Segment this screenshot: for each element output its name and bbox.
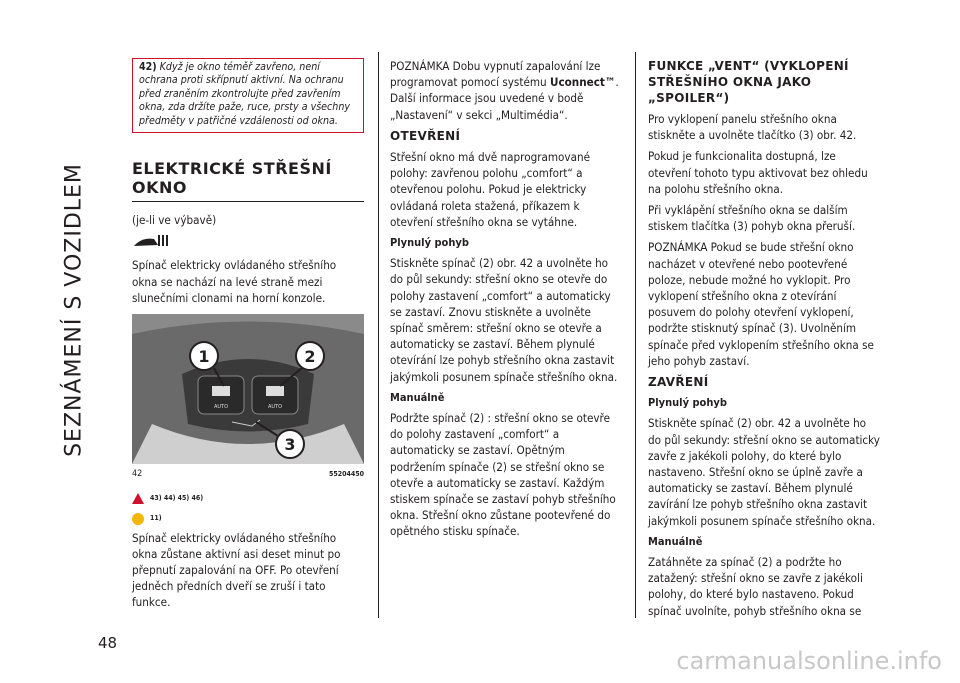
note-prefix: POZNÁMKA Dobu vypnutí zapalování lze programovat pomocí systému [390, 59, 601, 90]
switch-label: AUTO [267, 404, 283, 411]
heading-open: OTEVŘENÍ [390, 128, 461, 143]
warning-ref-numbers: 43) 44) 45) 46) [150, 494, 204, 503]
paragraph: Pro vyklopení panelu střešního okna stiskněte a uvolněte tlačítko (3) obr. 42. [648, 112, 857, 143]
switch-label: AUTO [213, 404, 229, 411]
chapter-title-text: SEZNÁMENÍ S VOZIDLEM [61, 163, 87, 457]
chapter-side-title [44, 30, 104, 590]
paragraph: Při vyklápění střešního okna se dalším stiskem tlačítka (3) pohyb okna přeruší. [648, 203, 856, 234]
subheading-manual: Manuálně [390, 390, 445, 404]
warning-box [132, 58, 364, 133]
body-paragraph: Spínač elektricky ovládaného střešního okna zůstane aktivní asi deset minut po přepnutí zapalování na OFF. Po otevření jedněch předních dveří se zruší i tato funkce. [132, 530, 341, 610]
manual-paragraph: Zatáhněte za spínač (2) a podržte ho zatažený: střešní okno se zavře z jakékoli polohy, do které bylo nastaveno. Pokud spínač uvolníte, pohyb střešního okna se [648, 555, 863, 618]
warning-text: Když je okno téměř zavřeno, není ochrana proti skřípnutí aktivní. Na ochranu před zraněním zkontrolujte před zavřením okna, zda držíte paže, ruce, prsty a všechny předměty v patřičné vzdálenosti od okna. [139, 61, 351, 127]
column-1 [132, 58, 364, 616]
equipment-note: (je-li ve výbavě) [132, 213, 217, 228]
column-divider [378, 52, 379, 618]
heading-vent [648, 58, 880, 106]
note-paragraph [390, 58, 622, 123]
note-paragraph: POZNÁMKA Pokud se bude střešní okno nacházet v otevřené nebo pootevřené poloze, nebude možné ho vyklopit. Pro vyklopení střešního okna z otevírání posuvem do polohy otevření vyklopení, podržte stisknutý spínač (3). Uvolněním spínače před vyklopením střešního okna se jeho pohyb zastaví. [648, 240, 874, 368]
callout-3: 3 [284, 435, 296, 455]
subheading-manual: Manuálně [648, 534, 703, 548]
open-paragraph: Střešní okno má dvě naprogramované polohy: zavřenou polohu „comfort“ a otevřenou polohu. Pokud je elektricky ovládaná roleta stažená, příkazem k otevření střešního okna se vytáhne. [390, 150, 591, 229]
heading-line: ELEKTRICKÉ STŘEŠNÍ [132, 159, 332, 179]
caution-references [132, 510, 364, 526]
intro-paragraph: Spínač elektricky ovládaného střešního okna se nachází na levé straně mezi slunečními clonami na horní konzole. [132, 258, 337, 305]
smooth-paragraph: Stiskněte spínač (2) obr. 42 a uvolněte ho do půl sekundy: střešní okno se automaticky zavře z jakékoli polohy, do které bylo nastaveno. Střešní okno se úplně zavře a automaticky se zastaví. Během plynulé zavírání lze pohyb střešního okna zastavit jakýmkoli posunem spínače střešního okna. [648, 416, 880, 528]
figure-caption [132, 466, 364, 482]
uconnect-brand: Uconnect™ [549, 75, 616, 90]
sunroof-icon [132, 233, 364, 253]
smooth-paragraph: Stiskněte spínač (2) obr. 42 a uvolněte ho do půl sekundy: střešní okno se otevře do polohy zastavení „comfort“ a automaticky se zastaví. Znovu stiskněte a uvolněte spínač směrem: střešní okno se otevře a automaticky se zastaví. Během plynulé otevírání lze pohyb střešního okna zastavit jakýmkoli posunem spínače střešního okna. [390, 256, 618, 384]
warning-number: 42) [139, 61, 157, 73]
watermark: carmanualsonline.info [676, 647, 942, 675]
figure-code: 55204450 [328, 470, 364, 479]
figure-number: 42 [132, 469, 143, 480]
caution-circle-icon [132, 513, 144, 525]
heading-close: ZAVŘENÍ [648, 375, 709, 390]
column-2 [390, 58, 622, 545]
column-divider [635, 52, 636, 618]
heading-line: STŘEŠNÍHO OKNA JAKO [648, 75, 812, 89]
warning-triangle-icon [132, 493, 144, 504]
caution-ref-numbers: 11) [150, 514, 162, 523]
manual-paragraph: Podržte spínač (2) : střešní okno se otevře do polohy zastavení „comfort“ a automaticky se zastaví. Opětným podržením spínače (2) se střešní okno se otevře a automaticky se zastaví. Každým stiskem spínače se zastaví pohyb střešního okna. Střešní okno zůstane pootevřené do opětného stisku spínače. [390, 411, 616, 539]
heading-line: FUNKCE „VENT“ (VYKLOPENÍ [648, 59, 849, 73]
note-suffix: . Další informace jsou uvedené v bodě „Nastavení“ v sekci „Multimédia“. [390, 75, 619, 122]
subheading-smooth: Plynulý pohyb [390, 236, 469, 250]
heading-line: OKNO [132, 178, 187, 198]
heading-line: „SPOILER“) [648, 91, 730, 105]
overhead-console-figure [132, 314, 364, 464]
paragraph: Pokud je funkcionalita dostupná, lze otevření tohoto typu aktivovat bez ohledu na polohu střešního okna. [648, 149, 868, 196]
callout-2: 2 [304, 347, 316, 367]
section-heading-electric-sunroof [132, 159, 364, 202]
callout-1: 1 [198, 347, 210, 367]
warning-references [132, 490, 364, 506]
column-3 [648, 58, 880, 624]
subheading-smooth: Plynulý pohyb [648, 396, 727, 410]
page-number: 48 [98, 634, 118, 652]
